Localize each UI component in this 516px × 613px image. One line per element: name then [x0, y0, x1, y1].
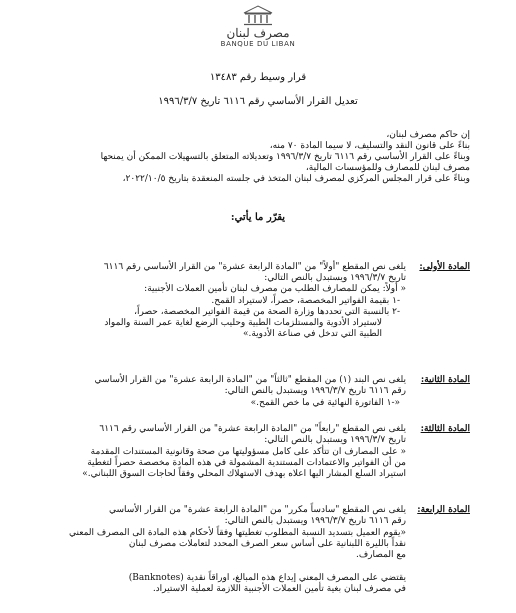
article-2-line: يلغى نص البند (١) من المقطع "ثالثاً" من "المادة الرابعة عشرة" من القرار الأساسي: [94, 375, 406, 385]
preamble-line: وبناءً على القرار الأساسي رقم ٦١١٦ تاريخ ١٩٩٦/٣/٧ وتعديلاته المتعلق بالتسهيلات الممكن أن يمنحها: [100, 152, 470, 162]
bank-building-icon: [241, 4, 275, 26]
article-3-line: تاريخ ١٩٩٦/٣/٧ ويستبدل بالنص التالي:: [264, 435, 406, 445]
article-4-line: يقتضي على المصرف المعني إيداع هذه المبالغ، اوراقاً نقدية (Banknotes): [128, 573, 406, 583]
article-3-line: يلغى نص المقطع "رابعاً" من "المادة الرابعة عشرة" من القرار الأساسي رقم ٦١١٦: [99, 424, 406, 434]
article-4-line: نقداً بالليرة اللبنانية على أساس سعر الصرف المحدد لتعاملات مصرف لبنان: [128, 539, 406, 549]
article-4-label: المادة الرابعة:: [417, 505, 470, 515]
article-1-line: -١ بقيمة الفواتير المخصصة، حصراً، لاستيراد القمح.: [211, 296, 400, 306]
article-1-label: المادة الأولى:: [419, 262, 470, 272]
preamble-line: وبناءً على قرار المجلس المركزي لمصرف لبنان المتخذ في جلسته المنعقدة بتاريخ ٢٠٢٢/١٠/٥،: [122, 174, 470, 184]
decision-number: قرار وسيط رقم ١٣٤٨٣: [209, 72, 307, 83]
logo-arabic-text: مصرف لبنان: [226, 26, 290, 40]
article-3-line: « على المصارف ان تتأكد على كامل مسؤوليتها من صحة وقانونية المستندات المقدمة: [90, 447, 406, 457]
preamble-line: إن حاكم مصرف لبنان،: [386, 130, 470, 140]
article-2-line: «-١ الفاتورة النهائية في ما خص القمح.»: [250, 398, 400, 408]
article-2-line: رقم ٦١١٦ تاريخ ١٩٩٦/٣/٧ ويستبدل بالنص التالي:: [224, 386, 406, 396]
decision-subject: تعديل القرار الأساسي رقم ٦١١٦ تاريخ ١٩٩٦/٣/٧: [158, 96, 358, 107]
article-1-line: يلغى نص المقطع "أولاً" من "المادة الرابعة عشرة" من القرار الأساسي رقم ٦١١٦: [103, 262, 406, 272]
article-1-line: لاستيراد الأدوية والمستلزمات الطبية وحليب الرضع لغاية عمر السنة والمواد: [104, 318, 382, 328]
bank-logo: [214, 4, 302, 64]
article-1-line: -٢ بالنسبة التي تحددها وزارة الصحة من قيمة الفواتير المخصصة، حصراً،: [134, 307, 400, 317]
logo-english-text: BANQUE DU LIBAN: [220, 40, 296, 48]
decides-heading: يقرّر ما يأتي:: [230, 212, 286, 223]
preamble-line: مصرف لبنان للمصارف وللمؤسسات المالية،: [305, 163, 470, 173]
article-1-line: الطبية التي تدخل في صناعة الأدوية.»: [242, 329, 382, 339]
article-3-line: استيراد السلع المشار اليها اعلاه بهدف الاستهلاك المحلي وفقاً لحاجات السوق اللبناني.»: [82, 469, 406, 479]
article-2-label: المادة الثانية:: [420, 375, 470, 385]
article-1-line: تاريخ ١٩٩٦/٣/٧ ويستبدل بالنص التالي:: [264, 273, 406, 283]
article-4-line: «يقوم العميل بتسديد النسبة المطلوب تغطيتها وفقاً لأحكام هذه المادة الى المصرف المعني: [69, 528, 406, 538]
preamble-line: بناءً على قانون النقد والتسليف، لا سيما المادة ٧٠ منه،: [269, 141, 470, 151]
article-4-line: يلغى نص المقطع "سادساً مكرر" من "المادة الرابعة عشرة" من القرار الأساسي: [108, 505, 406, 515]
article-3-label: المادة الثالثة:: [420, 424, 470, 434]
article-4-line: رقم ٦١١٦ تاريخ ١٩٩٦/٣/٧ ويستبدل بالنص التالي:: [224, 516, 406, 526]
article-4-line: في مصرف لبنان بغية تأمين العملات الأجنبية اللازمة لعملية الاستيراد.: [152, 584, 406, 594]
article-3-line: من أن الفواتير والاعتمادات المستندية المشمولة في هذه المادة مخصصة حصراً لتغطية: [87, 458, 406, 468]
article-4-line: مع المصارف.: [355, 550, 406, 560]
article-1-line: « أولاً: يمكن للمصارف الطلب من مصرف لبنان تأمين العملات الأجنبية:: [144, 284, 406, 294]
